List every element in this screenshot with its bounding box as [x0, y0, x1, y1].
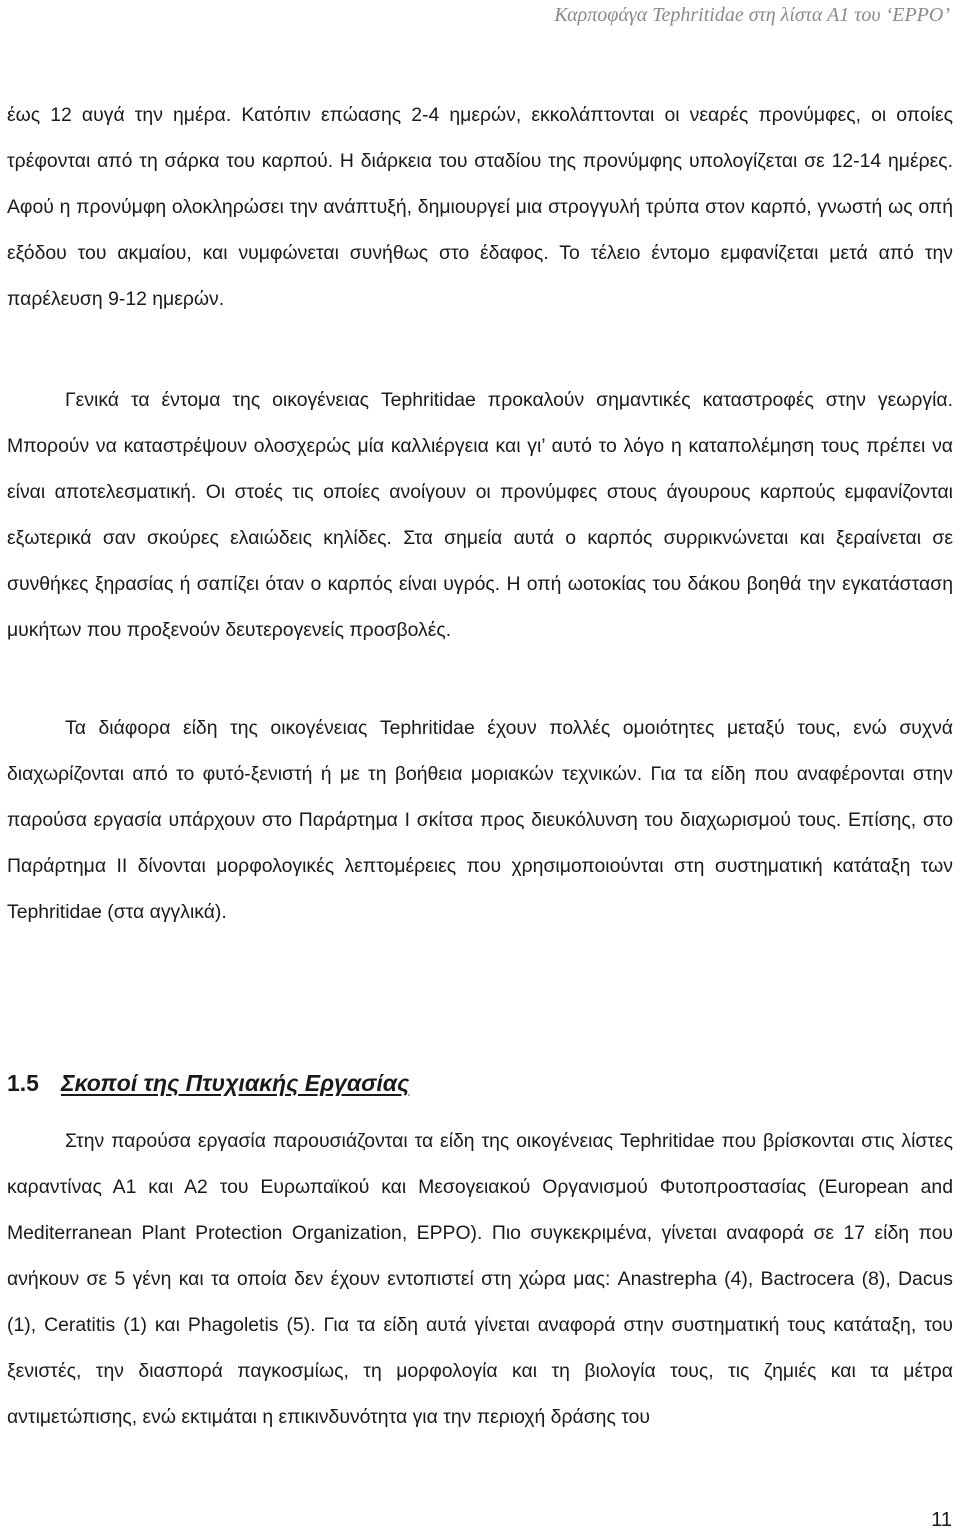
page-number: 11 [931, 1509, 952, 1531]
section-number: 1.5 [7, 1070, 39, 1096]
paragraph-crop-damage: Γενικά τα έντομα της οικογένειας Tephritidae προκαλούν σημαντικές καταστροφές στην γεωργία. Μπορούν να καταστρέψουν ολοσχερώς μία καλλιέργεια και γι’ αυτό το λόγο η καταπολέμηση τους πρέπει να είναι αποτελεσματική. Οι στοές τις οποίες ανοίγουν οι προνύμφες στους άγουρους καρπούς εμφανίζονται εξωτερικά σαν σκούρες ελαιώδεις κηλίδες. Στα σημεία αυτά ο καρπός συρρικνώνεται και ξεραίνεται σε συνθήκες ξηρασίας ή σαπίζει όταν ο καρπός είναι υγρός. Η οπή ωοτοκίας του δάκου βοηθά την εγκατάσταση μυκήτων που προξενούν δευτερογενείς προσβολές. [7, 389, 953, 641]
paragraph-thesis-scope: Στην παρούσα εργασία παρουσιάζονται τα είδη της οικογένειας Tephritidae που βρίσκονται στις λίστες καραντίνας Α1 και Α2 του Ευρωπαϊκού και Μεσογειακού Οργανισμού Φυτοπροστασίας (European and Mediterranean Plant Protection Organization, EPPO). Πιο συγκεκριμένα, γίνεται αναφορά σε 17 είδη που ανήκουν σε 5 γένη και τα οποία δεν έχουν εντοπιστεί στη χώρα μας: Anastrepha (4), Bactrocera (8), Dacus (1), Ceratitis (1) και Phagoletis (5). Για τα είδη αυτά γίνεται αναφορά στην συστηματική τους κατάταξη, του ξενιστές, την διασπορά παγκοσμίως, τη μορφολογία και τη βιολογία τους, τις ζημιές και τα μέτρα αντιμετώπισης, ενώ εκτιμάται η επικινδυνότητα για την περιοχή δράσης του [7, 1130, 953, 1428]
section-title: Σκοποί της Πτυχιακής Εργασίας [60, 1070, 410, 1096]
paragraph-species-identification: Τα διάφορα είδη της οικογένειας Tephritidae έχουν πολλές ομοιότητες μεταξύ τους, ενώ συχνά διαχωρίζονται από το φυτό-ξενιστή ή με τη βοήθεια μοριακών τεχνικών. Για τα είδη που αναφέρονται στην παρούσα εργασία υπάρχουν στο Παράρτημα Ι σκίτσα προς διευκόλυνση του διαχωρισμού τους. Επίσης, στο Παράρτημα ΙΙ δίνονται μορφολογικές λεπτομέρειες που χρησιμοποιούνται στη συστηματική κατάταξη των Tephritidae (στα αγγλικά). [7, 717, 953, 923]
section-heading [7, 1060, 409, 1106]
paragraph-larval-stage: έως 12 αυγά την ημέρα. Κατόπιν επώασης 2-4 ημερών, εκκολάπτονται οι νεαρές προνύμφες, οι οποίες τρέφονται από τη σάρκα του καρπού. Η διάρκεια του σταδίου της προνύμφης υπολογίζεται σε 12-14 ημέρες. Αφού η προνύμφη ολοκληρώσει την ανάπτυξή, δημιουργεί μια στρογγυλή τρύπα στον καρπό, γνωστή ως οπή εξόδου του ακμαίου, και νυμφώνεται συνήθως στο έδαφος. Το τέλειο έντομο εμφανίζεται μετά από την παρέλευση 9-12 ημερών. [7, 104, 953, 310]
running-header: Καρποφάγα Tephritidae στη λίστα Α1 του ‘EPPO’ [554, 4, 950, 26]
